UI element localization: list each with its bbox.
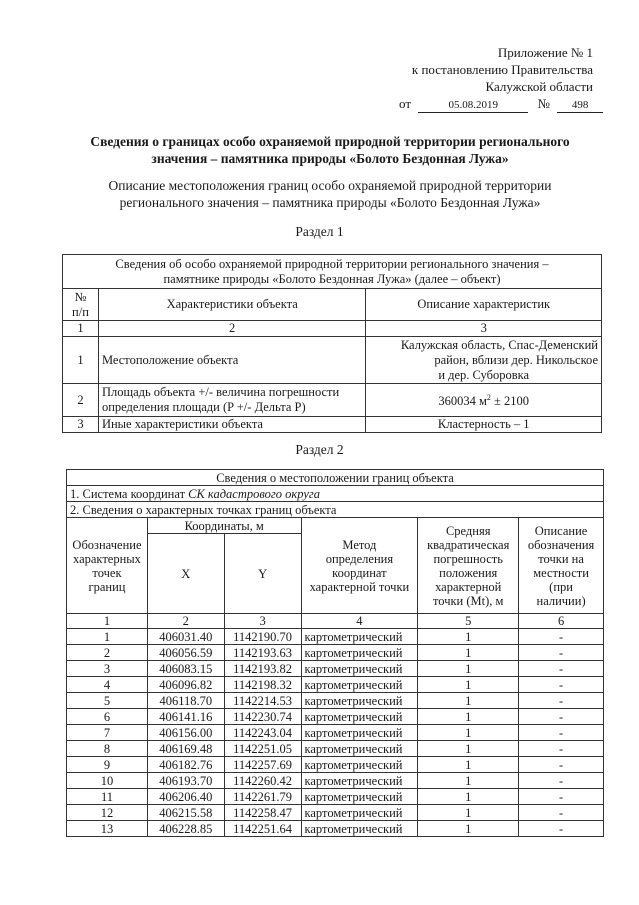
subtitle-line-2: регионального значения – памятника природы «Болото Бездонная Лужа» xyxy=(119,195,541,210)
coord-y: 1142190.70 xyxy=(224,629,301,645)
table-row xyxy=(67,821,604,837)
point-number: 13 xyxy=(67,821,148,837)
error: 1 xyxy=(418,645,519,661)
row-number: 2 xyxy=(63,384,99,417)
table-row xyxy=(67,661,604,677)
table-row xyxy=(67,741,604,757)
point-number: 10 xyxy=(67,773,148,789)
coord-y: 1142198.32 xyxy=(224,677,301,693)
table-row xyxy=(67,629,604,645)
coord-x: 406031.40 xyxy=(147,629,224,645)
coord-x: 406096.82 xyxy=(147,677,224,693)
coord-y: 1142260.42 xyxy=(224,773,301,789)
error: 1 xyxy=(418,741,519,757)
point-number: 8 xyxy=(67,741,148,757)
descr-line: местности xyxy=(533,565,589,580)
point-description: - xyxy=(519,805,604,821)
table-row xyxy=(67,773,604,789)
coord-x: 406141.16 xyxy=(147,709,224,725)
coord-x: 406228.85 xyxy=(147,821,224,837)
boundary-points-table xyxy=(66,469,604,837)
resolution-date: 05.08.2019 xyxy=(418,99,528,113)
error: 1 xyxy=(418,725,519,741)
index-cell: 2 xyxy=(98,321,365,337)
col-description-header: Описание характеристик xyxy=(366,289,602,321)
col-number-line-2: п/п xyxy=(72,304,89,319)
row-description xyxy=(366,384,602,417)
error: 1 xyxy=(418,805,519,821)
point-description: - xyxy=(519,757,604,773)
error: 1 xyxy=(418,693,519,709)
error: 1 xyxy=(418,709,519,725)
area-line-2: определения площади (P +/- Дельта P) xyxy=(101,400,306,414)
method: картометрический xyxy=(301,645,418,661)
point-description: - xyxy=(519,709,604,725)
descr-line: точки на xyxy=(538,551,584,566)
appendix-line-1: Приложение № 1 xyxy=(497,45,593,60)
area-line-1: Площадь объекта +/- величина погрешности xyxy=(101,385,340,399)
method: картометрический xyxy=(301,789,418,805)
coord-x: 406056.59 xyxy=(147,645,224,661)
row-number: 1 xyxy=(63,337,99,384)
resolution-number: 498 xyxy=(557,99,603,113)
error-line: положения xyxy=(439,565,498,580)
point-description: - xyxy=(519,629,604,645)
coord-x: 406169.48 xyxy=(147,741,224,757)
method-line: Метод xyxy=(342,537,377,552)
method: картометрический xyxy=(301,725,418,741)
method-line: характерной точки xyxy=(309,579,410,594)
point-description: - xyxy=(519,693,604,709)
coord-x: 406182.76 xyxy=(147,757,224,773)
location-line-3: и дер. Суборовка xyxy=(438,367,530,382)
table-row xyxy=(67,757,604,773)
descr-line: обозначения xyxy=(527,537,595,552)
table-row xyxy=(67,645,604,661)
title-line-2: значения – памятника природы «Болото Бездонная Лужа» xyxy=(151,151,509,166)
point-number: 4 xyxy=(67,677,148,693)
method-line: координат xyxy=(332,565,387,580)
points-body xyxy=(67,629,604,837)
col-designation-header xyxy=(67,518,148,614)
col-y-header: Y xyxy=(224,534,301,614)
error-line: характерной xyxy=(435,579,502,594)
coord-x: 406215.58 xyxy=(147,805,224,821)
designation-line: точек xyxy=(92,565,122,580)
descr-line: (при xyxy=(549,579,573,594)
coordinate-system-label: 1. Система координат xyxy=(70,486,189,501)
coord-x: 406193.70 xyxy=(147,773,224,789)
area-value: 360034 м xyxy=(438,394,487,409)
point-number: 1 xyxy=(67,629,148,645)
index-cell: 5 xyxy=(418,614,519,629)
point-number: 3 xyxy=(67,661,148,677)
error-line: точки (Mt), м xyxy=(432,593,504,608)
coord-y: 1142261.79 xyxy=(224,789,301,805)
error: 1 xyxy=(418,821,519,837)
table-row xyxy=(67,725,604,741)
row-name: Местоположение объекта xyxy=(98,337,365,384)
index-cell: 4 xyxy=(301,614,418,629)
point-number: 9 xyxy=(67,757,148,773)
method: картометрический xyxy=(301,677,418,693)
error-line: Средняя xyxy=(445,523,491,538)
title-line-1: Сведения о границах особо охраняемой природной территории регионального xyxy=(90,134,570,149)
appendix-line-2: к постановлению Правительства xyxy=(411,62,593,77)
point-description: - xyxy=(519,725,604,741)
error: 1 xyxy=(418,629,519,645)
point-number: 5 xyxy=(67,693,148,709)
index-cell: 2 xyxy=(147,614,224,629)
coord-y: 1142251.64 xyxy=(224,821,301,837)
descr-line: наличии) xyxy=(536,593,586,608)
designation-line: Обозначение xyxy=(72,537,142,552)
table1-header xyxy=(63,255,602,289)
object-info-table xyxy=(62,254,602,433)
point-number: 6 xyxy=(67,709,148,725)
point-description: - xyxy=(519,789,604,805)
coordinate-system-row xyxy=(67,486,604,502)
resolution-date-line xyxy=(399,96,603,113)
coord-y: 1142243.04 xyxy=(224,725,301,741)
method: картометрический xyxy=(301,757,418,773)
method: картометрический xyxy=(301,821,418,837)
table2-header: Сведения о местоположении границ объекта xyxy=(67,470,604,486)
col-point-description-header xyxy=(519,518,604,614)
col-coordinates-header: Координаты, м xyxy=(147,518,301,534)
col-method-header xyxy=(301,518,418,614)
col-number-header xyxy=(63,289,99,321)
area-error: ± 2100 xyxy=(490,394,530,409)
method: картометрический xyxy=(301,773,418,789)
table-row xyxy=(67,805,604,821)
col-characteristics-header: Характеристики объекта xyxy=(98,289,365,321)
point-description: - xyxy=(519,661,604,677)
error: 1 xyxy=(418,757,519,773)
table-row xyxy=(63,337,602,384)
index-cell: 1 xyxy=(67,614,148,629)
row-number: 3 xyxy=(63,417,99,433)
point-description: - xyxy=(519,645,604,661)
point-number: 11 xyxy=(67,789,148,805)
descr-line: Описание xyxy=(534,523,588,538)
section-1-label: Раздел 1 xyxy=(295,224,344,239)
col-number-line-1: № xyxy=(74,289,87,304)
error-line: квадратическая xyxy=(427,537,510,552)
row-description: Кластерность – 1 xyxy=(366,417,602,433)
from-label: от xyxy=(399,96,412,111)
document-subtitle xyxy=(60,177,600,211)
error: 1 xyxy=(418,661,519,677)
error: 1 xyxy=(418,773,519,789)
row-description xyxy=(366,337,602,384)
subtitle-line-1: Описание местоположения границ особо охраняемой природной территории xyxy=(108,178,552,193)
points-header-row: 2. Сведения о характерных точках границ объекта xyxy=(67,502,604,518)
method: картометрический xyxy=(301,661,418,677)
method: картометрический xyxy=(301,709,418,725)
coord-y: 1142230.74 xyxy=(224,709,301,725)
method-line: определения xyxy=(325,551,394,566)
point-description: - xyxy=(519,821,604,837)
point-number: 7 xyxy=(67,725,148,741)
coord-y: 1142193.63 xyxy=(224,645,301,661)
coord-y: 1142193.82 xyxy=(224,661,301,677)
table-row xyxy=(67,677,604,693)
coordinate-system-value: СК кадастрового округа xyxy=(188,486,320,501)
point-description: - xyxy=(519,741,604,757)
point-number: 12 xyxy=(67,805,148,821)
coord-y: 1142258.47 xyxy=(224,805,301,821)
index-cell: 6 xyxy=(519,614,604,629)
coord-y: 1142257.69 xyxy=(224,757,301,773)
col-error-header xyxy=(418,518,519,614)
table-row xyxy=(63,417,602,433)
location-line-1: Калужская область, Спас-Деменский xyxy=(400,337,598,352)
method: картометрический xyxy=(301,741,418,757)
method: картометрический xyxy=(301,693,418,709)
coord-x: 406083.15 xyxy=(147,661,224,677)
document-title xyxy=(60,133,600,167)
appendix-line-3: Калужской области xyxy=(485,79,593,94)
appendix-block xyxy=(333,44,593,95)
table1-header-line-1: Сведения об особо охраняемой природной территории регионального значения – xyxy=(115,256,549,271)
error-line: погрешность xyxy=(433,551,503,566)
point-description: - xyxy=(519,773,604,789)
designation-line: характерных xyxy=(72,551,141,566)
coord-x: 406206.40 xyxy=(147,789,224,805)
designation-line: границ xyxy=(88,579,126,594)
method: картометрический xyxy=(301,629,418,645)
coord-y: 1142214.53 xyxy=(224,693,301,709)
coord-x: 406118.70 xyxy=(147,693,224,709)
coord-y: 1142251.05 xyxy=(224,741,301,757)
method: картометрический xyxy=(301,805,418,821)
location-line-2: район, вблизи дер. Никольское xyxy=(434,352,598,367)
point-description: - xyxy=(519,677,604,693)
index-cell: 3 xyxy=(366,321,602,337)
table1-header-line-2: памятнике природы «Болото Бездонная Лужа» (далее – объект) xyxy=(163,271,501,286)
table-row xyxy=(67,709,604,725)
index-cell: 1 xyxy=(63,321,99,337)
row-name: Иные характеристики объекта xyxy=(98,417,365,433)
area-unit-power: 2 xyxy=(486,393,491,403)
table-row xyxy=(67,789,604,805)
index-cell: 3 xyxy=(224,614,301,629)
coord-x: 406156.00 xyxy=(147,725,224,741)
col-x-header: X xyxy=(147,534,224,614)
section-2-label: Раздел 2 xyxy=(295,442,344,457)
table-row xyxy=(63,384,602,417)
table-row xyxy=(67,693,604,709)
error: 1 xyxy=(418,789,519,805)
row-name xyxy=(98,384,365,417)
error: 1 xyxy=(418,677,519,693)
number-label: № xyxy=(537,96,550,111)
point-number: 2 xyxy=(67,645,148,661)
